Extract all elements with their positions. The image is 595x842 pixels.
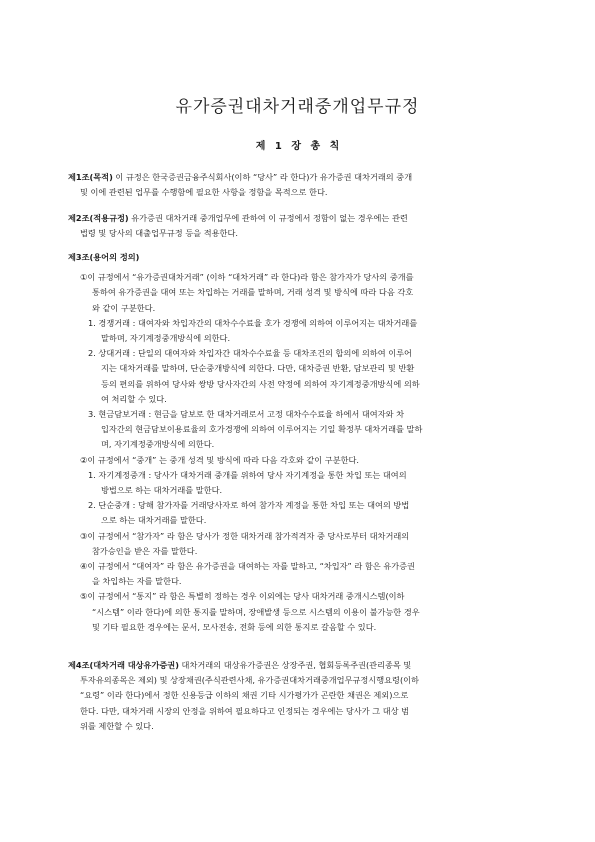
article-1-line-2: 및 이에 관련된 업무를 수행함에 필요한 사항을 정함을 목적으로 한다. <box>80 187 328 198</box>
chapter-heading: 제 1 장 총 칙 <box>255 141 340 152</box>
article-2-line-2: 법령 및 당사의 대출업무규정 등을 적용한다. <box>80 228 238 239</box>
article-2-line-1: 제2조(적용규정) 유가증권 대차거래 중개업무에 관하여 이 규정에서 정함이 없는 경우에는 관련 <box>68 213 408 223</box>
article-3-paragraph-4: ④이 규정에서 “대여자” 라 함은 유가증권을 대여하는 자를 말하고, “차입자” 라 함은 유가증권 <box>80 561 415 572</box>
article-2 <box>0 211 595 241</box>
article-3-paragraph-2: ②이 규정에서 “중개” 는 중개 성격 및 방식에 따라 다음 각호와 같이 구분한다. <box>80 454 360 465</box>
article-3-paragraph-1: ①이 규정에서 “유가증권대차거래” (이하 “대차거래” 라 한다)라 함은 참가자가 당사의 중개를 <box>80 272 414 283</box>
article-3-item-own-account: 1. 자기계정중개 : 당사가 대차거래 중개를 위하여 당사 자기계정을 통한 차입 또는 대여의 <box>88 469 407 480</box>
article-3-item-cash-collateral: 3. 현금담보거래 : 현금을 담보로 한 대차거래로서 고정 대차수수료율 하에서 대여자와 차 <box>88 409 405 420</box>
article-2-heading: 제2조(적용규정) <box>68 213 129 223</box>
document-title: 유가증권대차거래중개업무규정 <box>175 97 420 117</box>
article-3-item-competitive: 1. 경쟁거래 : 대여자와 차입자간의 대차수수료율 호가 경쟁에 의하여 이루어지는 대차거래를 <box>88 317 418 328</box>
article-3-item-bilateral: 2. 상대거래 : 단일의 대여자와 차입자간 대차수수료율 등 대차조건의 합의에 의하여 이루어 <box>88 348 412 359</box>
article-4: 제4조(대차거래 대상유가증권) 대차거래의 대상유가증권은 상장주권, 협회등록주권(관리종목 및 투자유의종목은 제외) 및 상장채권(주식관련사채, 유가증권대차거래중개업무규정시행요령(이하 “요령” 이라 한다)에서 정한 신용등급 이하의 채권 기타 시가평가가 곤란한 채권은 제외)으로 한다. 다만, 대차거래 시장의 안정을 위하여 필요하다고 인정되는 경우에는 당사가 그 대상 범 위를 제한할 수 있다. <box>0 658 595 734</box>
article-4-heading: 제4조(대차거래 대상유가증권) <box>68 660 179 670</box>
article-3: 제3조(용어의 정의) ①이 규정에서 “유가증권대차거래” (이하 “대차거래” 라 한다)라 함은 참가자가 당사의 중개를 통하여 유가증권을 대여 또는 차입하는 거래를 말하며, 거래 성격 및 방식에 따라 다음 각호 와 같이 구분한다. 1. 경쟁거래 : 대여자와 차입자간의 대차수수료율 호가 경쟁에 의하여 이루어지는 대차거래를 말하며, 자기계정중개방식에 의한다. 2. 상대거래 : 단일의 대여자와 차입자간 대차수수료율 등 대차조건의 합의에 의하여 이루어 지는 대차거래를 말하며, 단순중개방식에 의한다. 다만, 대차증권 반환, 담보관리 및 반환 등의 편의를 위하여 당사와 쌍방 당사자간의 사전 약정에 의하여 자기계정중개방식에 의하 여 처리할 수 있다. 3. 현금담보거래 : 현금을 담보로 한 대차거래로서 고정 대차수수료율 하에서 대여자와 차 입자간의 현금담보이용료율의 호가경쟁에 의하여 이루어지는 기일 확정부 대차거래를 말하 며, 자기계정중개방식에 의한다. ②이 규정에서 “중개” 는 중개 성격 및 방식에 따라 다음 각호와 같이 구분한다. 1. 자기계정중개 : 당사가 대차거래 중개를 위하여 당사 자기계정을 통한 차입 또는 대여의 방법으로 하는 대차거래를 말한다. 2. 단순중개 : 당해 참가자를 거래당사자로 하여 참가자 계정을 통한 차입 또는 대여의 방법 으로 하는 대차거래를 말한다. ③이 규정에서 “참가자” 라 함은 당사가 정한 대차거래 참가적격자 중 당사로부터 대차거래의 참가승인을 받은 자를 말한다. ④이 규정에서 “대여자” 라 함은 유가증권을 대여하는 자를 말하고, “차입자” 라 함은 유가증권 을 차입하는 자를 말한다. ⑤이 규정에서 “통지” 라 함은 특별히 정하는 경우 이외에는 당사 대차거래 중개시스템(이하 “시스템” 이라 한다)에 의한 통지를 말하며, 장애발생 등으로 시스템의 이용이 불가능한 경우 및 기타 필요한 경우에는 문서, 모사전송, 전화 등에 의한 통지로 갈음할 수 있다. <box>0 250 595 635</box>
article-1 <box>0 170 595 200</box>
article-3-paragraph-5: ⑤이 규정에서 “통지” 라 함은 특별히 정하는 경우 이외에는 당사 대차거래 중개시스템(이하 <box>80 591 405 602</box>
article-3-heading: 제3조(용어의 정의) <box>68 252 140 262</box>
article-1-line-1: 제1조(목적) 이 규정은 한국증권금융주식회사(이하 “당사” 라 한다)가 유가증권 대차거래의 중개 <box>68 172 413 182</box>
article-4-line-1: 제4조(대차거래 대상유가증권) 대차거래의 대상유가증권은 상장주권, 협회등록주권(관리종목 및 <box>68 660 412 670</box>
article-3-paragraph-3: ③이 규정에서 “참가자” 라 함은 당사가 정한 대차거래 참가적격자 중 당사로부터 대차거래의 <box>80 530 410 541</box>
article-1-heading: 제1조(목적) <box>68 172 113 182</box>
article-3-item-simple: 2. 단순중개 : 당해 참가자를 거래당사자로 하여 참가자 계정을 통한 차입 또는 대여의 방법 <box>88 500 410 511</box>
